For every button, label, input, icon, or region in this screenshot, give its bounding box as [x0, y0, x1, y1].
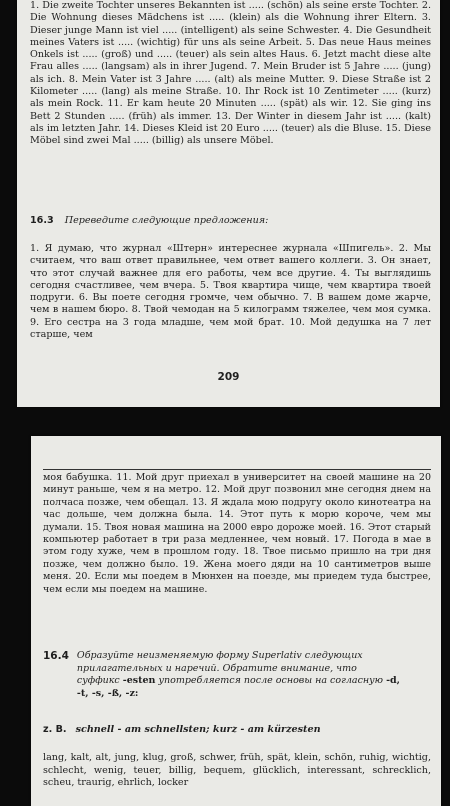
example-text: schnell - am schnellsten; kurz - am kürzesten: [75, 724, 321, 735]
book-page-bottom: [31, 436, 441, 806]
exercise-16-2-text: 1. Die zweite Tochter unseres Bekannten ist ..... (schön) als seine erste Tochter. 2. Die Wohnung dieses Mädchens ist ..... (klein) als die Wohnung ihrer Eltern. 3. Dieser junge Mann ist viel ..... (intelligent) als seine Schwester. 4. Die Gesundheit meines Vaters ist ..... (wichtig) für uns als seine Arbeit. 5. Das neue Haus meines Onkels ist ..... (groß) und ..... (teuer) als sein altes Haus. 6. Jetzt macht diese alte Frau alles ..... (langsam) als in ihrer Jugend. 7. Mein Bruder ist 5 Jahre ..... (jung) als ich. 8. Mein Vater ist 3 Jahre ..... (alt) als meine Mutter. 9. Diese Straße ist 2 Kilometer ..... (lang) als meine Straße. 10. Ihr Rock ist 10 Zentimeter ..... (kurz) als mein Rock. 11. Er kam heute 20 Minuten ..... (spät) als wir. 12. Sie ging ins Bett 2 Stunden ..... (früh) als immer. 13. Der Winter in diesem Jahr ist ..... (kalt) als im letzten Jahr. 14. Dieses Kleid ist 20 Euro ..... (teuer) als die Bluse. 15. Diese Möbel sind zwei Mal ..... (billig) als unsere Möbel.: [30, 0, 431, 147]
exercise-instruction: Переведите следующие предложения:: [64, 215, 269, 226]
instruction-mid: употребляется после основы на согласную: [155, 675, 387, 687]
exercise-16-3-text: 1. Я думаю, что журнал «Штерн» интереснее журнала «Шпигель». 2. Мы считаем, что ваш ответ правильнее, чем ответ вашего коллеги. 3. Он знает, что этот случай важнее для его работы, чем все другие. 4. Ты выглядишь сегодня счастливее, чем вчера. 5. Твоя квартира чище, чем квартира твоей подруги. 6. Вы поете сегодня громче, чем обычно. 7. В вашем доме жарче, чем в нашем бюро. 8. Твой чемодан на 5 килограмм тяжелее, чем моя сумка. 9. Его сестра на 3 года младше, чем мой брат. 10. Мой дедушка на 7 лет старше, чем: [30, 243, 431, 341]
example-row: [43, 724, 431, 735]
exercise-instruction: [77, 650, 402, 700]
header-rule: [43, 469, 431, 470]
exercise-16-3-heading: [30, 215, 431, 226]
word-list: lang, kalt, alt, jung, klug, groß, schwer, früh, spät, klein, schön, ruhig, wichtig, schlecht, wenig, teuer, billig, bequem, glücklich, interessant, schrecklich, scheu, traurig, ehrlich, locker: [43, 752, 431, 789]
exercise-16-4-heading: [43, 650, 431, 700]
exercise-number: 16.3: [30, 215, 54, 226]
exercise-number: 16.4: [43, 650, 69, 662]
example-label: z. B.: [43, 724, 67, 735]
book-page-top: [17, 0, 440, 407]
instruction-suffix: -esten: [122, 675, 156, 687]
instruction-consonants: -d, -t, -s, -ß, -z:: [76, 675, 400, 699]
exercise-16-3-continued-text: моя бабушка. 11. Мой друг приехал в университет на своей машине на 20 минут раньше, чем я на метро. 12. Мой друг позвонил мне сегодня днем на полчаса позже, чем обещал. 13. Я ждала мою подругу около кинотеатра на час дольше, чем должна была. 14. Этот путь к морю короче, чем мы думали. 15. Твоя новая машина на 2000 евро дороже моей. 16. Этот старый компьютер работает в три раза медленнее, чем новый. 17. Погода в мае в этом году хуже, чем в прошлом году. 18. Твое письмо пришло на три дня позже, чем должно было. 19. Жена моего дяди на 10 сантиметров выше меня. 20. Если мы поедем в Мюнхен на поезде, мы приедем туда быстрее, чем если мы поедем на машине.: [43, 472, 431, 595]
instruction-start: Образуйте неизменяемую форму Superlativ следующих прилагательных и наречий. Обратите внимание, что суффикс: [76, 650, 363, 687]
page-number: 209: [217, 371, 240, 383]
